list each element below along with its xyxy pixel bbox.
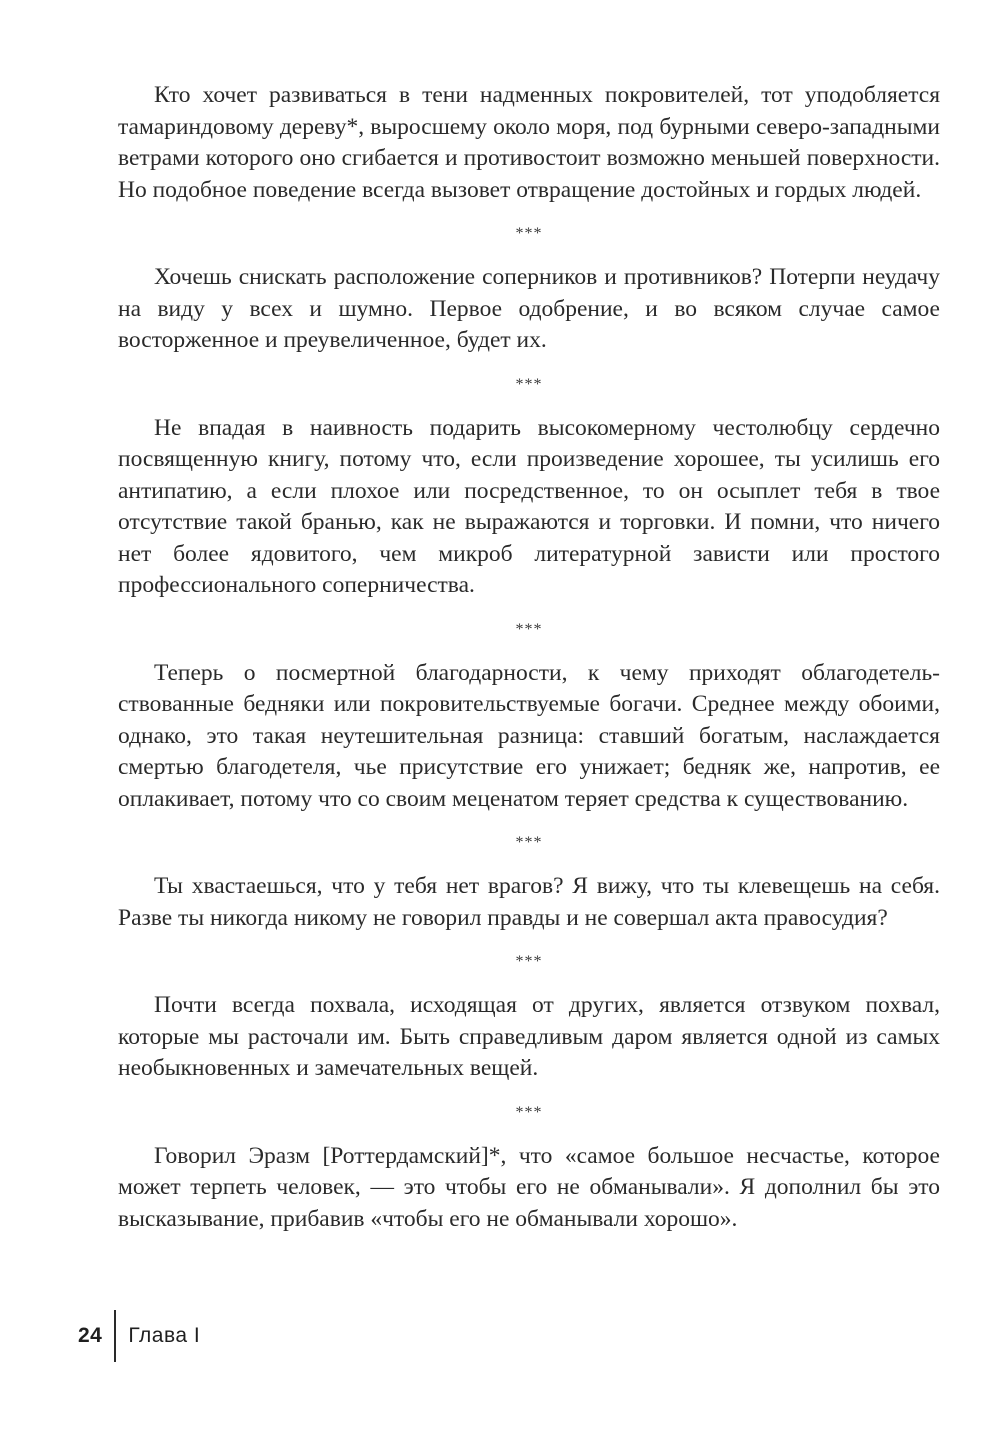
- page-number: 24: [78, 1324, 103, 1347]
- paragraph-1: Кто хочет развиваться в тени надменных покровителей, тот уподобляется тамариндовому дереву*, выросшему около моря, под бурными северо-западными ветрами которого оно сгибается и противостоит возможно меньшей поверхности. Но подобное поведение всегда вызовет отвращение достойных и гордых людей.: [118, 82, 940, 203]
- footer-divider: [114, 1310, 116, 1362]
- section-separator-4: ***: [515, 834, 543, 851]
- paragraph-2: Хочешь снискать расположение соперников и противников? Потерпи неудачу на виду у всех и шумно. Первое одобрение, и во всяком случае самое восторженное и преувеличенное, будет их.: [118, 264, 940, 353]
- paragraph-3: Не впадая в наивность подарить высокомерному честолюбцу сердечно посвященную книгу, потому что, если произведение хорошее, ты усилишь его антипатию, а если плохое или посредственное, то он осыплет тебя в твое отсутствие такой бранью, как не выражаются и торговки. И помни, что ничего нет более ядовитого, чем микроб литературной зависти или простого профессионального соперничества.: [118, 414, 940, 598]
- section-separator-1: ***: [515, 225, 543, 242]
- paragraph-6: Почти всегда похвала, исходящая от других, является отзвуком похвал, которые мы расточали им. Быть справедливым даром является одной из самых необыкновенных и замечательных вещей.: [118, 992, 940, 1081]
- body-text: [118, 80, 940, 1235]
- paragraph-5: Ты хвастаешься, что у тебя нет врагов? Я вижу, что ты клевещешь на себя. Разве ты никогда никому не говорил правды и не совершал акта правосудия?: [118, 873, 940, 931]
- section-separator-2: ***: [515, 375, 543, 393]
- chapter-label: Глава I: [128, 1324, 201, 1347]
- page-footer: [78, 1308, 200, 1364]
- paragraph-7: Говорил Эразм [Роттердамский]*, что «самое большое несчастье, которое может терпеть человек, — это чтобы его не обманывали». Я дополнил бы это высказывание, прибавив «чтобы его не обманывали хорошо».: [118, 1142, 940, 1232]
- section-separator-5: ***: [515, 953, 543, 970]
- section-separator-3: ***: [515, 620, 543, 638]
- section-separator-6: ***: [515, 1103, 543, 1121]
- paragraph-4: Теперь о посмертной благодарности, к чему приходят облагодетельствованные бедняки или покровительствуемые богачи. Среднее между обоими, однако, это такая неутешительная разница: ставший богатым, наслаждается смертью благодетеля, чье присутствие его унижает; бедняк же, напротив, ее оплакивает, потому что со своим меценатом теряет средства к существованию.: [118, 659, 940, 812]
